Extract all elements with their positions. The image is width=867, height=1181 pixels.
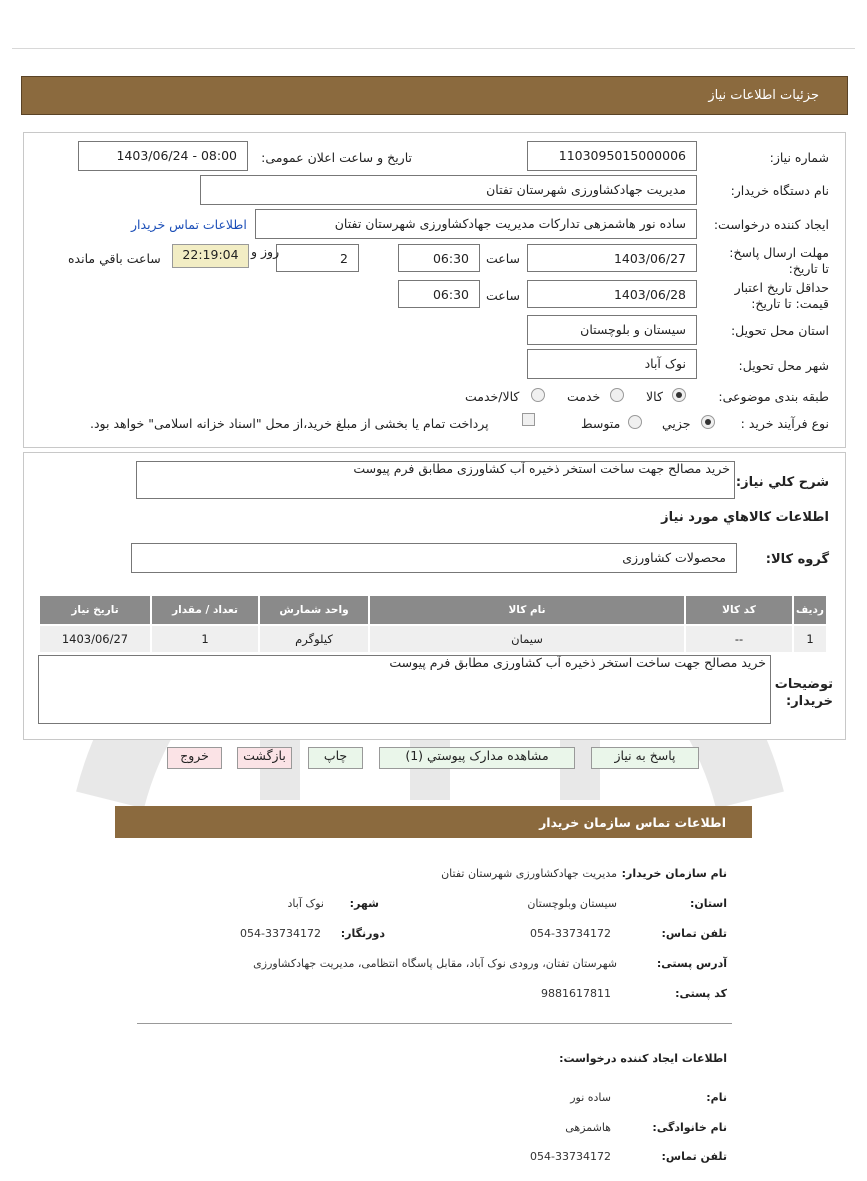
address-value: شهرستان تفتان، ورودی نوک آباد، مقابل پاسگاه انتظامی، مدیریت جهادکشاورزی	[253, 957, 617, 970]
process-radio-minor[interactable]	[701, 415, 715, 429]
requester-label: ایجاد کننده درخواست:	[713, 217, 829, 232]
org-label: نام سازمان خریدار:	[621, 867, 727, 880]
goods-table	[38, 594, 828, 654]
process-option-minor: جزیي	[662, 416, 691, 431]
process-label: نوع فرآیند خرید :	[740, 416, 829, 431]
category-label: طبقه بندی موضوعی:	[718, 389, 829, 404]
need-number-label: شماره نیاز:	[769, 150, 829, 165]
category-radio-both[interactable]	[531, 388, 545, 402]
phone-value: 054-33734172	[530, 927, 611, 940]
process-radio-medium[interactable]	[628, 415, 642, 429]
province-label: استان محل تحویل:	[730, 323, 829, 338]
city-label: شهر محل تحویل:	[738, 358, 829, 373]
category-option-goods: کالا	[646, 389, 663, 404]
city-c-value: نوک آباد	[287, 897, 324, 910]
creator-phone-value: 054-33734172	[530, 1150, 611, 1163]
requester-field: ساده نور هاشمزهی تدارکات مدیریت جهادکشاورزی شهرستان تفتان	[255, 209, 697, 239]
validity-date-field: 1403/06/28	[527, 280, 697, 308]
announce-field: 1403/06/24 - 08:00	[78, 141, 248, 171]
buyer-notes-label: توضیحات خریدار:	[774, 677, 833, 709]
city-c-label: شهر:	[349, 897, 379, 910]
col-qty: تعداد / مقدار	[151, 595, 259, 625]
days-label: روز و	[251, 244, 280, 259]
goods-group-label: گروه کالا:	[765, 552, 829, 567]
contact-title: اطلاعات تماس سازمان خریدار	[539, 815, 726, 830]
process-option-medium: متوسط	[581, 416, 621, 431]
cell-unit: کیلوگرم	[259, 625, 369, 653]
payment-note: پرداخت تمام یا بخشی از مبلغ خرید،از محل "اسناد خزانه اسلامی" خواهد بود.	[90, 416, 489, 431]
back-button[interactable]: بازگشت	[237, 747, 292, 769]
deadline-time-field: 06:30	[398, 244, 480, 272]
reply-button[interactable]: پاسخ به نیاز	[591, 747, 699, 769]
summary-label: شرح کلي نیاز:	[735, 475, 829, 490]
category-option-service: خدمت	[567, 389, 601, 404]
buyer-org-label: نام دستگاه خریدار:	[730, 183, 829, 198]
address-label: آدرس پستی:	[656, 957, 727, 970]
countdown-timer: 22:19:04	[172, 244, 249, 268]
fax-label: دورنگار:	[340, 927, 385, 940]
deadline-label: مهلت ارسال پاسخ: تا تاریخ:	[729, 245, 829, 276]
top-divider	[12, 48, 855, 49]
fax-value: 054-33734172	[240, 927, 321, 940]
cell-code: --	[685, 625, 793, 653]
phone-label: تلفن تماس:	[661, 927, 727, 940]
creator-title: اطلاعات ایجاد کننده درخواست:	[559, 1052, 727, 1065]
page-header	[21, 76, 848, 115]
need-number-field: 1103095015000006	[527, 141, 697, 171]
buyer-contact-link[interactable]: اطلاعات تماس خریدار	[131, 217, 247, 232]
category-option-both: کالا/خدمت	[465, 389, 520, 404]
cell-name: سیمان	[369, 625, 685, 653]
postal-value: 9881617811	[541, 987, 611, 1000]
family-value: هاشمزهی	[565, 1121, 611, 1134]
org-value: مدیریت جهادکشاورزی شهرستان تفتان	[441, 867, 617, 880]
deadline-time-label: ساعت	[486, 251, 521, 266]
province-c-value: سیستان وبلوچستان	[527, 897, 617, 910]
col-row: ردیف	[793, 595, 827, 625]
goods-group-field: محصولات کشاورزی	[131, 543, 737, 573]
validity-time-field: 06:30	[398, 280, 480, 308]
exit-button[interactable]: خروج	[167, 747, 222, 769]
print-button[interactable]: چاپ	[308, 747, 363, 769]
contact-header	[115, 806, 752, 838]
days-field: 2	[276, 244, 359, 272]
table-header-row	[39, 595, 827, 625]
validity-label: حداقل تاریخ اعتبار قیمت: تا تاریخ:	[734, 280, 829, 311]
col-date: تاریخ نیاز	[39, 595, 151, 625]
remaining-label: ساعت باقي مانده	[68, 251, 161, 266]
deadline-date-field: 1403/06/27	[527, 244, 697, 272]
page-title: جزئیات اطلاعات نیاز	[708, 88, 819, 103]
postal-label: کد پستی:	[675, 987, 727, 1000]
contact-separator	[137, 1023, 732, 1024]
cell-row: 1	[793, 625, 827, 653]
province-field: سیستان و بلوچستان	[527, 315, 697, 345]
summary-field: خرید مصالح جهت ساخت استخر ذخیره آب کشاورزی مطابق فرم پیوست	[136, 461, 735, 499]
col-name: نام کالا	[369, 595, 685, 625]
name-value: ساده نور	[570, 1091, 611, 1104]
attachments-button[interactable]: مشاهده مدارک پیوستي (1)	[379, 747, 575, 769]
cell-date: 1403/06/27	[39, 625, 151, 653]
buyer-org-field: مدیریت جهادکشاورزی شهرستان تفتان	[200, 175, 697, 205]
col-code: کد کالا	[685, 595, 793, 625]
name-label: نام:	[706, 1091, 727, 1104]
goods-title: اطلاعات کالاهاي مورد نياز	[661, 510, 829, 525]
treasury-checkbox[interactable]	[522, 413, 535, 426]
cell-qty: 1	[151, 625, 259, 653]
city-field: نوک آباد	[527, 349, 697, 379]
creator-phone-label: تلفن تماس:	[661, 1150, 727, 1163]
province-c-label: استان:	[690, 897, 727, 910]
table-row	[39, 625, 827, 653]
announce-label: تاریخ و ساعت اعلان عمومی:	[261, 150, 412, 165]
family-label: نام خانوادگی:	[652, 1121, 727, 1134]
category-radio-goods[interactable]	[672, 388, 686, 402]
validity-time-label: ساعت	[486, 288, 521, 303]
category-radio-service[interactable]	[610, 388, 624, 402]
buyer-notes-field: خرید مصالح جهت ساخت استخر ذخیره آب کشاورزی مطابق فرم پیوست	[38, 655, 771, 724]
col-unit: واحد شمارش	[259, 595, 369, 625]
